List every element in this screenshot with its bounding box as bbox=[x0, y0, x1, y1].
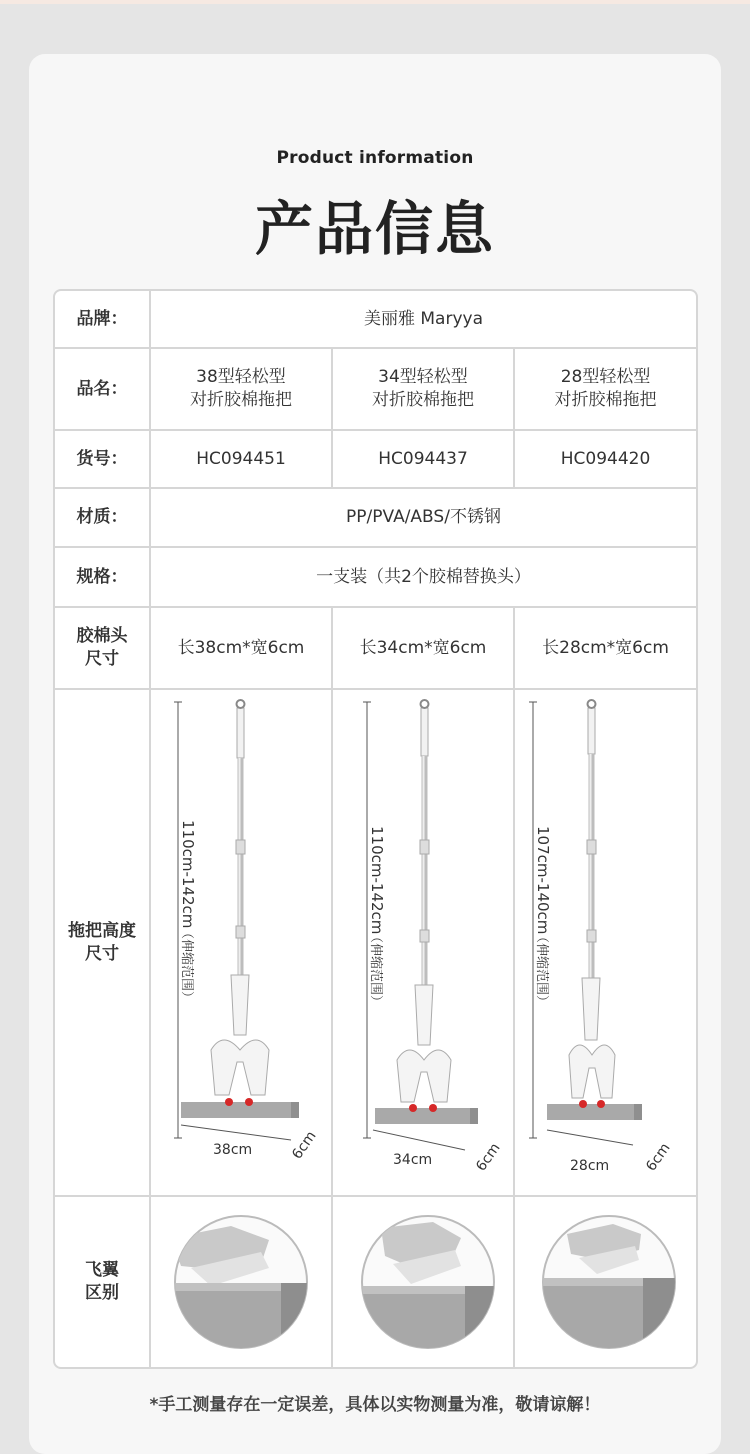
wing-label-line1: 飞翼 bbox=[85, 1260, 119, 1280]
name-28 bbox=[515, 349, 696, 431]
name-34-line1: 34型轻松型 bbox=[378, 367, 468, 387]
height-label-line1: 拖把高度 bbox=[68, 920, 136, 941]
mop-38-height-note: （伸缩范围） bbox=[179, 926, 194, 1005]
wing-label bbox=[55, 1197, 151, 1367]
head-size-label bbox=[55, 608, 151, 690]
name-38 bbox=[151, 349, 333, 431]
mop-38-height-range: 110cm-142cm bbox=[179, 820, 197, 929]
mop-28-width: 6cm bbox=[643, 1140, 674, 1175]
wing-28-image bbox=[515, 1198, 696, 1366]
row-brand bbox=[55, 291, 696, 349]
mop-34-image bbox=[333, 690, 514, 1195]
mop-34-height-range: 110cm-142cm bbox=[368, 826, 386, 935]
brand-value: 美丽雅 Maryya bbox=[151, 291, 696, 349]
mop-28-length: 28cm bbox=[570, 1158, 610, 1174]
material-value: PP/PVA/ABS/不锈钢 bbox=[151, 489, 696, 548]
mop-28-image bbox=[515, 690, 696, 1195]
wing-34-image bbox=[333, 1198, 514, 1366]
mop-38-length: 38cm bbox=[213, 1142, 253, 1158]
sku-38: HC094451 bbox=[151, 431, 333, 489]
sku-34: HC094437 bbox=[333, 431, 515, 489]
mop-34-width: 6cm bbox=[473, 1140, 504, 1175]
name-34-line2: 对折胶棉拖把 bbox=[372, 390, 474, 410]
row-sku bbox=[55, 431, 696, 489]
mop-38 bbox=[151, 690, 333, 1197]
row-spec bbox=[55, 548, 696, 608]
mop-34 bbox=[333, 690, 515, 1197]
name-34 bbox=[333, 349, 515, 431]
material-label: 材质： bbox=[55, 489, 151, 548]
name-label: 品名： bbox=[55, 349, 151, 431]
wing-34 bbox=[333, 1197, 515, 1367]
footer-note: *手工测量存在一定误差，具体以实物测量为准，敬请谅解！ bbox=[149, 1395, 601, 1415]
section-subtitle: Product information bbox=[276, 148, 474, 168]
name-28-line2: 对折胶棉拖把 bbox=[554, 390, 657, 410]
row-wing bbox=[55, 1197, 696, 1367]
wing-38 bbox=[151, 1197, 333, 1367]
head-size-label-line1: 胶棉头 bbox=[76, 626, 128, 646]
section-title: 产品信息 bbox=[254, 195, 495, 263]
mop-38-width: 6cm bbox=[289, 1128, 320, 1163]
sku-28: HC094420 bbox=[515, 431, 696, 489]
head-size-34: 长34cm*宽6cm bbox=[333, 608, 515, 690]
wing-label-line2: 区别 bbox=[85, 1283, 119, 1303]
spec-table bbox=[53, 289, 698, 1369]
height-label bbox=[55, 690, 151, 1197]
spec-label: 规格： bbox=[55, 548, 151, 608]
mop-28-height-range: 107cm-140cm bbox=[534, 826, 552, 935]
head-size-38: 长38cm*宽6cm bbox=[151, 608, 333, 690]
head-size-label-line2: 尺寸 bbox=[85, 649, 119, 669]
name-38-line2: 对折胶棉拖把 bbox=[190, 390, 292, 410]
row-head-size bbox=[55, 608, 696, 690]
row-name bbox=[55, 349, 696, 431]
name-38-line1: 38型轻松型 bbox=[196, 367, 286, 387]
sku-label: 货号： bbox=[55, 431, 151, 489]
mop-28 bbox=[515, 690, 696, 1197]
mop-34-height-note: （伸缩范围） bbox=[368, 930, 383, 1009]
wing-38-image bbox=[151, 1198, 332, 1366]
spec-value: 一支装（共2个胶棉替换头） bbox=[151, 548, 696, 608]
wing-28 bbox=[515, 1197, 696, 1367]
top-strip bbox=[0, 0, 750, 4]
mop-28-height-note: （伸缩范围） bbox=[534, 930, 549, 1009]
name-28-line1: 28型轻松型 bbox=[560, 367, 651, 387]
brand-label: 品牌： bbox=[55, 291, 151, 349]
mop-38-image bbox=[151, 690, 332, 1195]
head-size-28: 长28cm*宽6cm bbox=[515, 608, 696, 690]
row-height bbox=[55, 690, 696, 1197]
height-label-line2: 尺寸 bbox=[85, 943, 119, 964]
mop-34-length: 34cm bbox=[393, 1152, 433, 1168]
row-material bbox=[55, 489, 696, 548]
